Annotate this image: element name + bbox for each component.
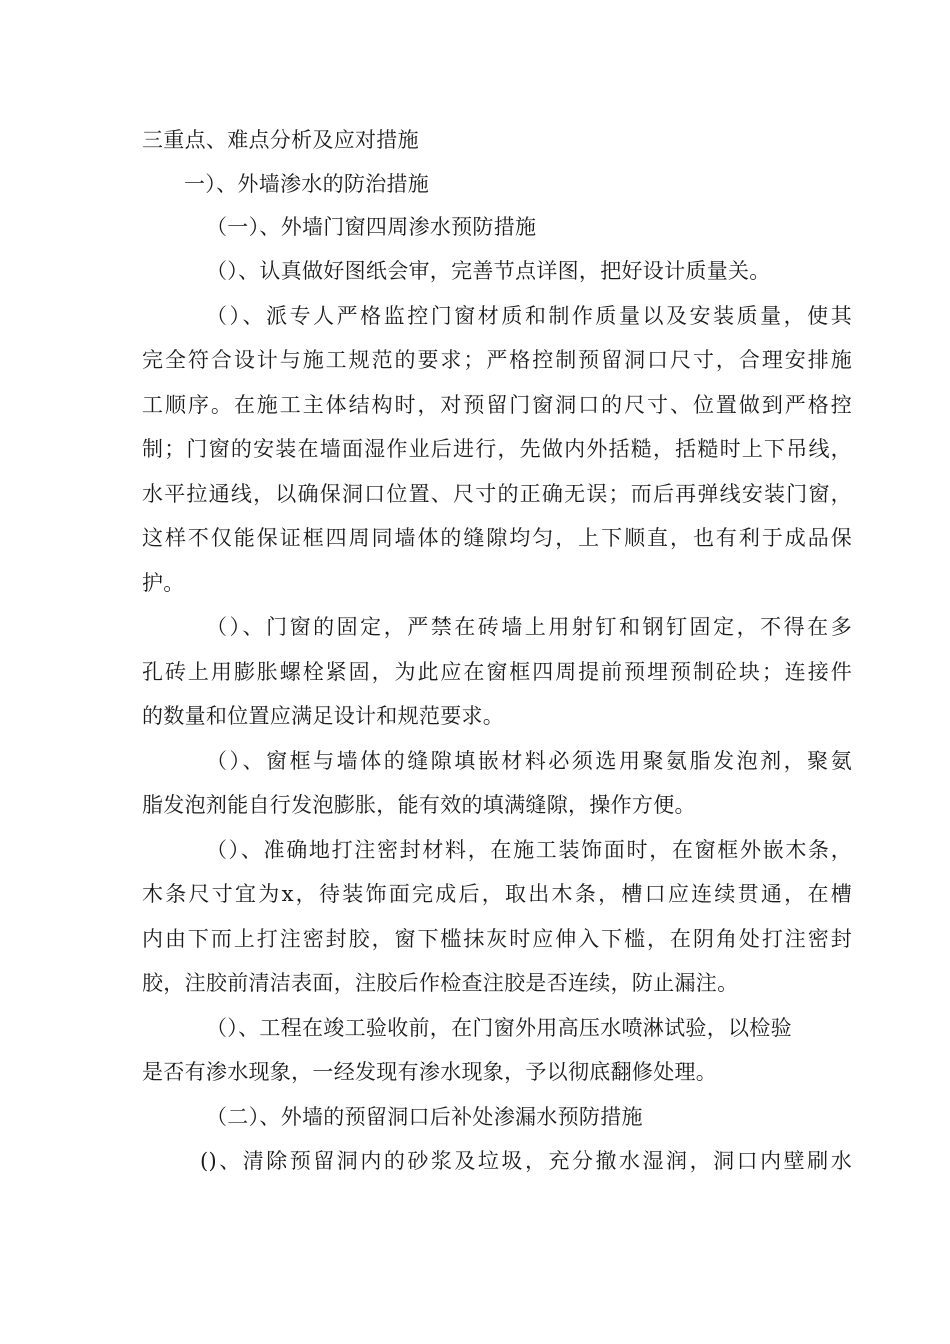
item-5-line-2: 木条尺寸宜为x，待装饰面完成后，取出木条，槽口应连续贯通，在槽 (142, 882, 852, 906)
item-5-line-1: （）、准确地打注密封材料，在施工装饰面时，在窗框外嵌木条， (206, 838, 852, 862)
item-6-line-1: （）、工程在竣工验收前，在门窗外用高压水喷淋试验，以检验 (206, 1016, 792, 1040)
item-4-line-2: 脂发泡剂能自行发泡膨胀，能有效的填满缝隙，操作方便。 (142, 793, 696, 817)
item-4-line-1: （）、窗框与墙体的缝隙填嵌材料必须选用聚氨脂发泡剂，聚氨 (206, 749, 852, 773)
item-2-line-4: 制；门窗的安装在墙面湿作业后进行，先做内外括糙，括糙时上下吊线， (142, 437, 852, 461)
subsection-heading-2: （二）、外墙的预留洞口后补处渗漏水预防措施 (206, 1105, 643, 1129)
item-5-line-3: 内由下而上打注密封胶，窗下槛抹灰时应伸入下槛，在阴角处打注密封 (142, 927, 852, 951)
item-7-line-1: ()、清除预留洞内的砂浆及垃圾，充分撤水湿润，洞口内壁刷水 (200, 1149, 852, 1173)
item-6-line-2: 是否有渗水现象，一经发现有渗水现象，予以彻底翻修处理。 (142, 1060, 718, 1084)
item-3-line-1: （）、门窗的固定，严禁在砖墙上用射钉和钢钉固定，不得在多 (206, 615, 852, 639)
section-heading-1: 一）、外墙渗水的防治措施 (184, 172, 430, 196)
item-5-line-4: 胶，注胶前清洁表面，注胶后作检查注胶是否连续，防止漏注。 (142, 971, 739, 995)
item-2-line-3: 工顺序。在施工主体结构时，对预留门窗洞口的尺寸、位置做到严格控 (142, 393, 852, 417)
item-2-line-7: 护。 (142, 571, 185, 595)
item-3-line-3: 的数量和位置应满足设计和规范要求。 (142, 704, 505, 728)
item-2-line-5: 水平拉通线，以确保洞口位置、尺寸的正确无误；而后再弹线安装门窗， (142, 482, 852, 506)
subsection-heading-1: （一）、外墙门窗四周渗水预防措施 (206, 215, 537, 239)
document-heading: 三重点、难点分析及应对措施 (142, 128, 419, 152)
item-2-line-1: （）、派专人严格监控门窗材质和制作质量以及安装质量，使其 (206, 304, 852, 328)
item-2-line-2: 完全符合设计与施工规范的要求；严格控制预留洞口尺寸，合理安排施 (142, 348, 852, 372)
item-2-line-6: 这样不仅能保证框四周同墙体的缝隙均匀，上下顺直，也有利于成品保 (142, 526, 852, 550)
item-1: （）、认真做好图纸会审，完善节点详图，把好设计质量关。 (206, 259, 771, 283)
item-3-line-2: 孔砖上用膨胀螺栓紧固，为此应在窗框四周提前预埋预制砼块；连接件 (142, 660, 852, 684)
